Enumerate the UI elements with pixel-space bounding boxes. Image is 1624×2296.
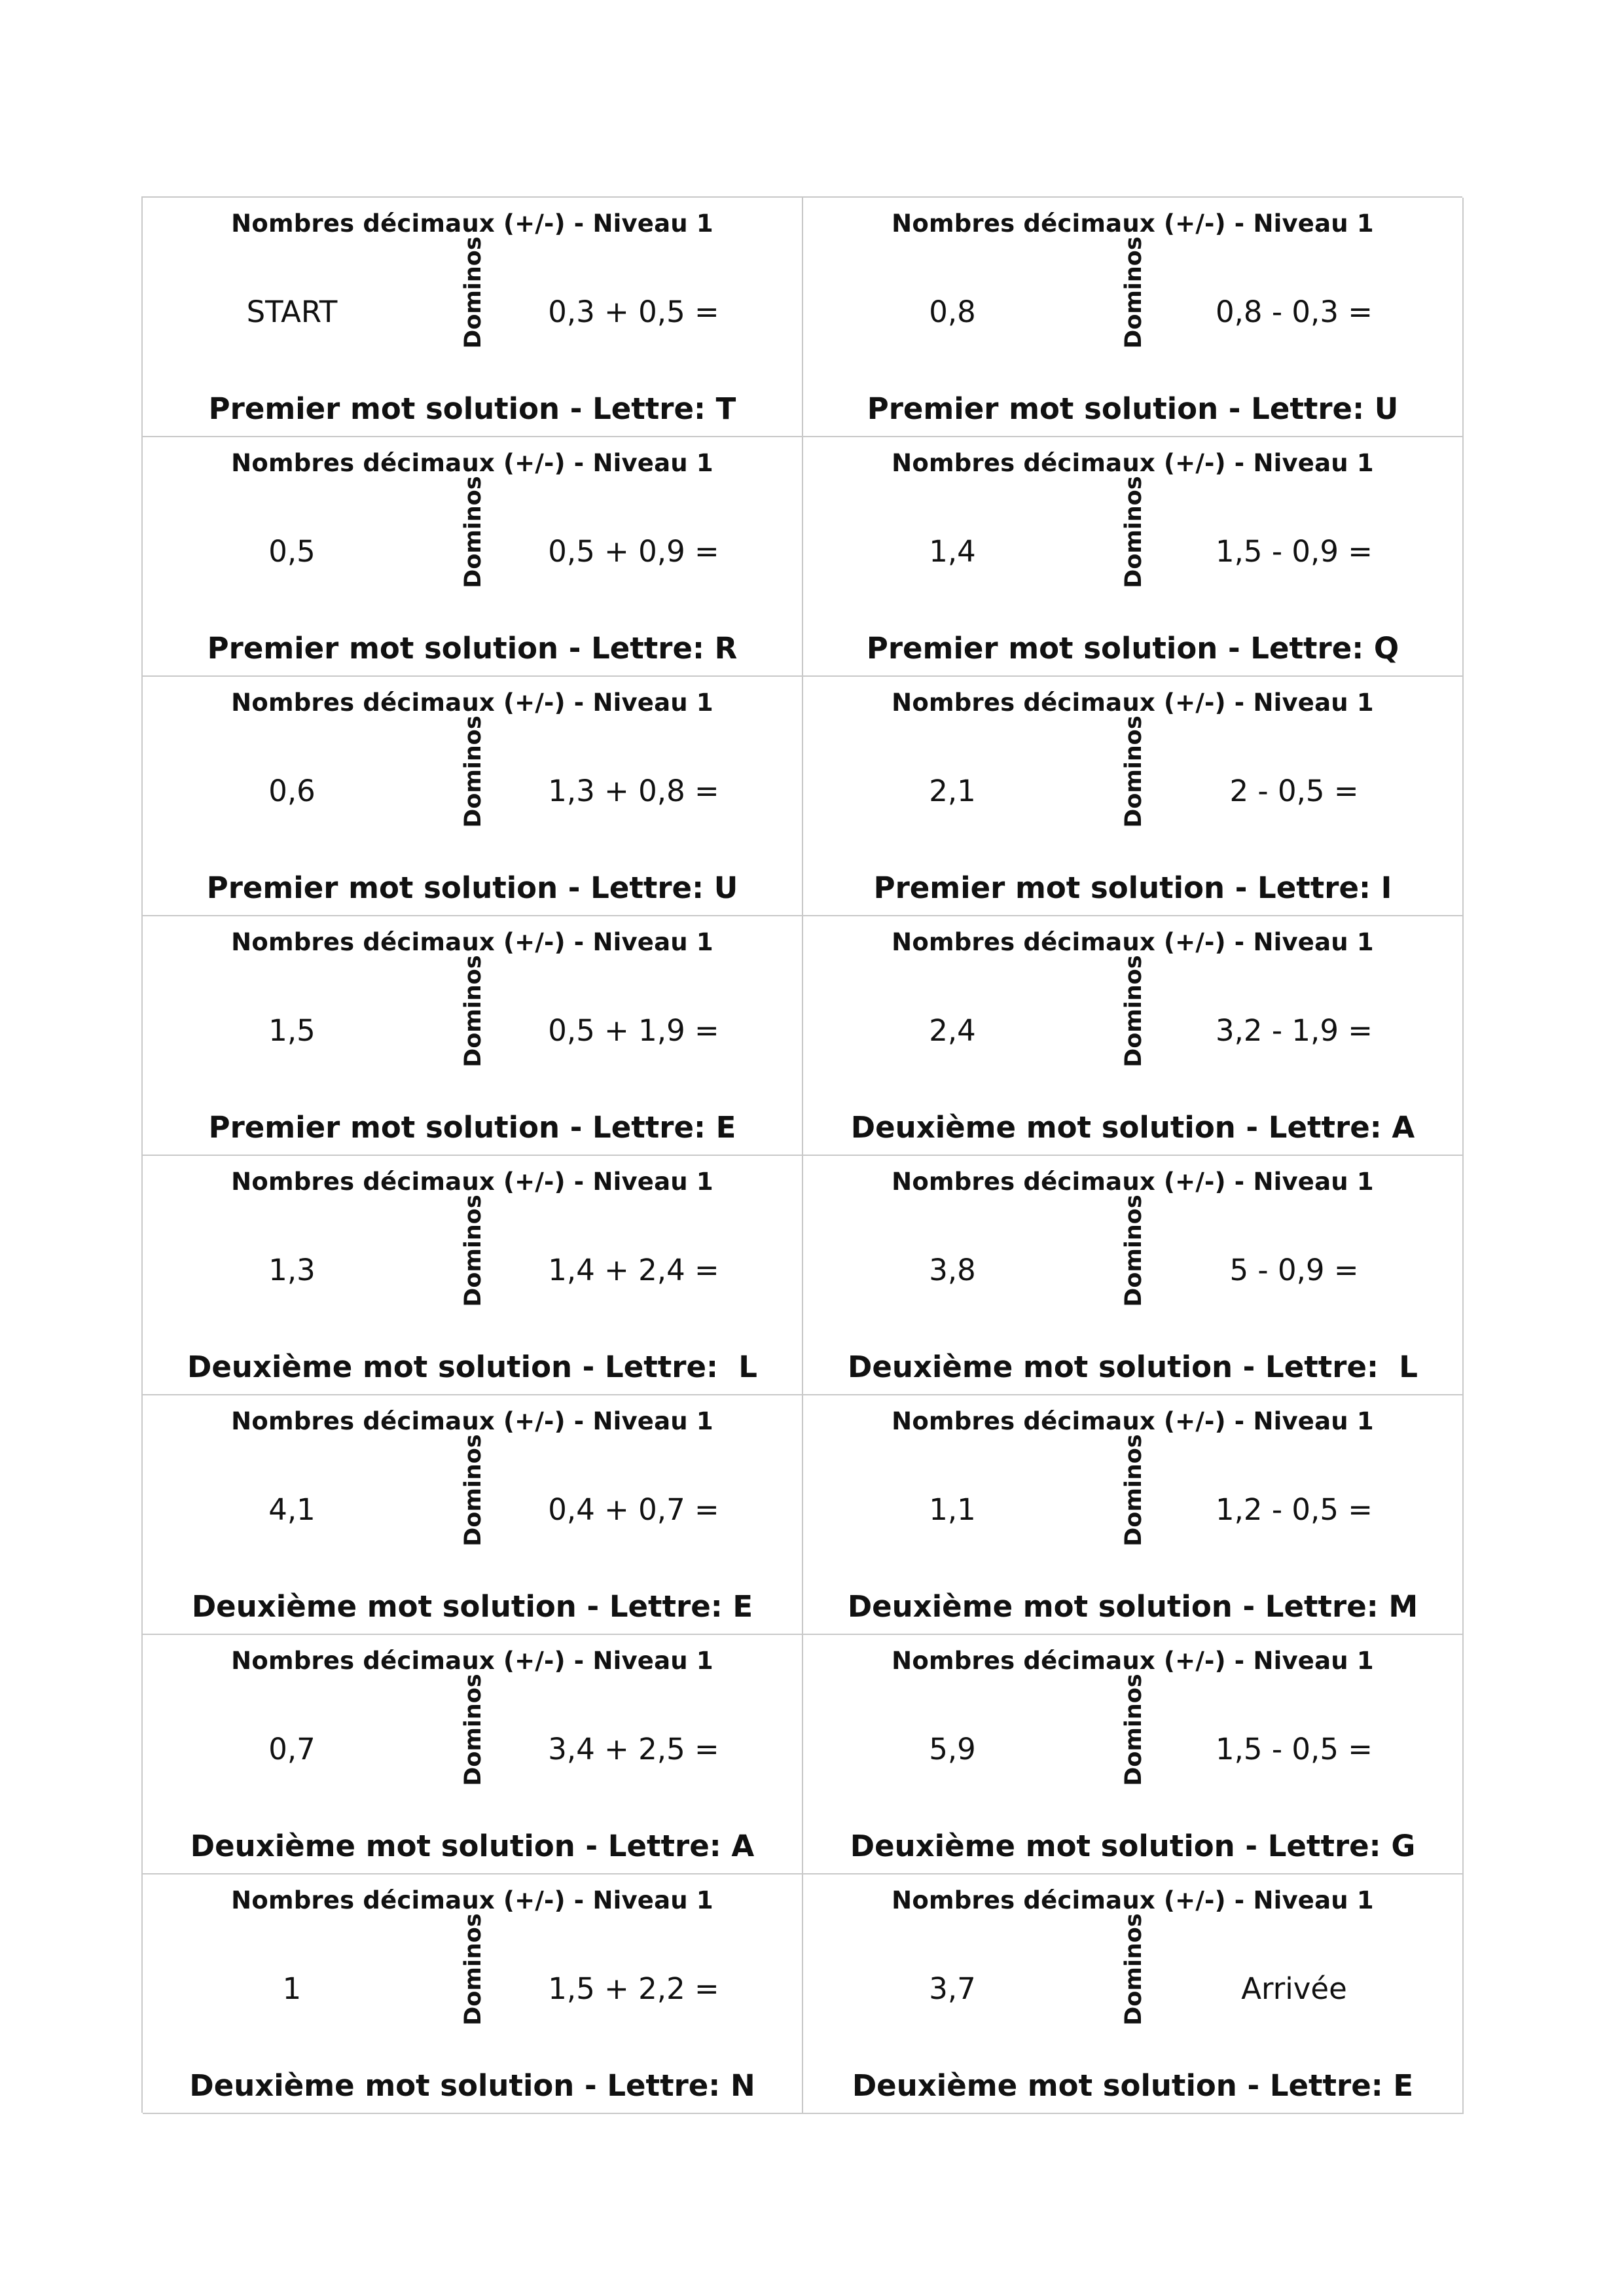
domino-card [143, 916, 803, 1156]
card-divider-text: Dominos [460, 1674, 486, 1786]
domino-card [803, 437, 1464, 677]
card-divider-text: Dominos [1121, 1913, 1147, 2026]
card-question: 1,3 + 0,8 = [548, 774, 719, 808]
card-header: Nombres décimaux (+/-) - Niveau 1 [231, 689, 713, 717]
card-divider-text: Dominos [1121, 476, 1147, 588]
card-divider-text: Dominos [1121, 236, 1147, 349]
card-divider-text: Dominos [460, 1434, 486, 1547]
card-answer: 5,9 [929, 1732, 976, 1767]
card-footer: Deuxième mot solution - Lettre: L [187, 1350, 757, 1384]
card-answer: 0,8 [929, 295, 976, 329]
card-divider-text: Dominos [1121, 1194, 1147, 1307]
card-answer: 0,5 [268, 534, 316, 569]
card-footer: Deuxième mot solution - Lettre: A [850, 1110, 1415, 1145]
card-answer: 1,3 [268, 1253, 316, 1287]
card-footer: Deuxième mot solution - Lettre: G [850, 1829, 1416, 1863]
card-question: 1,5 - 0,5 = [1216, 1732, 1373, 1767]
card-question: 1,4 + 2,4 = [548, 1253, 719, 1287]
card-answer: 1,4 [929, 534, 976, 569]
card-footer: Deuxième mot solution - Lettre: A [190, 1829, 755, 1863]
card-header: Nombres décimaux (+/-) - Niveau 1 [892, 689, 1374, 717]
card-question: 0,3 + 0,5 = [548, 295, 719, 329]
domino-card [143, 198, 803, 437]
card-header: Nombres décimaux (+/-) - Niveau 1 [231, 1647, 713, 1675]
card-divider-text: Dominos [460, 1194, 486, 1307]
card-question: 0,5 + 0,9 = [548, 534, 719, 569]
card-question: Arrivée [1241, 1971, 1347, 2006]
card-header: Nombres décimaux (+/-) - Niveau 1 [231, 1168, 713, 1196]
card-footer: Premier mot solution - Lettre: R [207, 631, 738, 666]
card-footer: Premier mot solution - Lettre: U [867, 391, 1399, 426]
domino-card [803, 1635, 1464, 1874]
card-question: 3,2 - 1,9 = [1216, 1013, 1373, 1048]
card-header: Nombres décimaux (+/-) - Niveau 1 [892, 1407, 1374, 1435]
card-header: Nombres décimaux (+/-) - Niveau 1 [892, 1168, 1374, 1196]
card-footer: Deuxième mot solution - Lettre: M [847, 1589, 1418, 1624]
card-answer: 1 [282, 1971, 302, 2006]
card-header: Nombres décimaux (+/-) - Niveau 1 [892, 928, 1374, 956]
card-footer: Deuxième mot solution - Lettre: E [191, 1589, 753, 1624]
card-question: 3,4 + 2,5 = [548, 1732, 719, 1767]
card-answer: 0,6 [268, 774, 316, 808]
domino-card [143, 437, 803, 677]
card-header: Nombres décimaux (+/-) - Niveau 1 [892, 1647, 1374, 1675]
domino-card [803, 677, 1464, 916]
domino-card-sheet [141, 196, 1462, 2113]
domino-card [803, 198, 1464, 437]
domino-card [803, 916, 1464, 1156]
domino-card [143, 1635, 803, 1874]
card-divider-text: Dominos [1121, 1674, 1147, 1786]
card-answer: 0,7 [268, 1732, 316, 1767]
card-answer: 1,1 [929, 1492, 976, 1527]
domino-card [803, 1395, 1464, 1635]
card-question: 0,8 - 0,3 = [1216, 295, 1373, 329]
card-footer: Deuxième mot solution - Lettre: L [848, 1350, 1418, 1384]
domino-card [143, 1156, 803, 1395]
card-footer: Premier mot solution - Lettre: I [873, 870, 1392, 905]
card-answer: 1,5 [268, 1013, 316, 1048]
card-divider-text: Dominos [1121, 955, 1147, 1067]
card-divider-text: Dominos [460, 476, 486, 588]
card-question: 0,4 + 0,7 = [548, 1492, 719, 1527]
domino-card [143, 1874, 803, 2114]
card-answer: 2,4 [929, 1013, 976, 1048]
domino-card [143, 1395, 803, 1635]
card-question: 5 - 0,9 = [1229, 1253, 1359, 1287]
card-question: 1,2 - 0,5 = [1216, 1492, 1373, 1527]
card-question: 2 - 0,5 = [1229, 774, 1359, 808]
card-answer: 3,8 [929, 1253, 976, 1287]
card-header: Nombres décimaux (+/-) - Niveau 1 [231, 928, 713, 956]
card-footer: Premier mot solution - Lettre: U [206, 870, 738, 905]
card-header: Nombres décimaux (+/-) - Niveau 1 [231, 1407, 713, 1435]
card-answer: START [246, 295, 338, 329]
card-divider-text: Dominos [460, 1913, 486, 2026]
card-question: 1,5 - 0,9 = [1216, 534, 1373, 569]
card-question: 0,5 + 1,9 = [548, 1013, 719, 1048]
card-footer: Premier mot solution - Lettre: Q [866, 631, 1399, 666]
card-header: Nombres décimaux (+/-) - Niveau 1 [892, 449, 1374, 477]
card-divider-text: Dominos [460, 236, 486, 349]
card-answer: 3,7 [929, 1971, 976, 2006]
card-divider-text: Dominos [1121, 715, 1147, 828]
card-question: 1,5 + 2,2 = [548, 1971, 719, 2006]
card-footer: Deuxième mot solution - Lettre: N [189, 2068, 755, 2103]
card-header: Nombres décimaux (+/-) - Niveau 1 [892, 209, 1374, 238]
card-divider-text: Dominos [460, 955, 486, 1067]
card-answer: 4,1 [268, 1492, 316, 1527]
domino-card [143, 677, 803, 916]
card-divider-text: Dominos [460, 715, 486, 828]
card-header: Nombres décimaux (+/-) - Niveau 1 [231, 449, 713, 477]
card-answer: 2,1 [929, 774, 976, 808]
card-header: Nombres décimaux (+/-) - Niveau 1 [231, 1886, 713, 1914]
card-header: Nombres décimaux (+/-) - Niveau 1 [231, 209, 713, 238]
domino-card [803, 1874, 1464, 2114]
card-footer: Deuxième mot solution - Lettre: E [852, 2068, 1414, 2103]
card-divider-text: Dominos [1121, 1434, 1147, 1547]
domino-card [803, 1156, 1464, 1395]
card-footer: Premier mot solution - Lettre: T [208, 391, 736, 426]
card-footer: Premier mot solution - Lettre: E [208, 1110, 736, 1145]
card-header: Nombres décimaux (+/-) - Niveau 1 [892, 1886, 1374, 1914]
